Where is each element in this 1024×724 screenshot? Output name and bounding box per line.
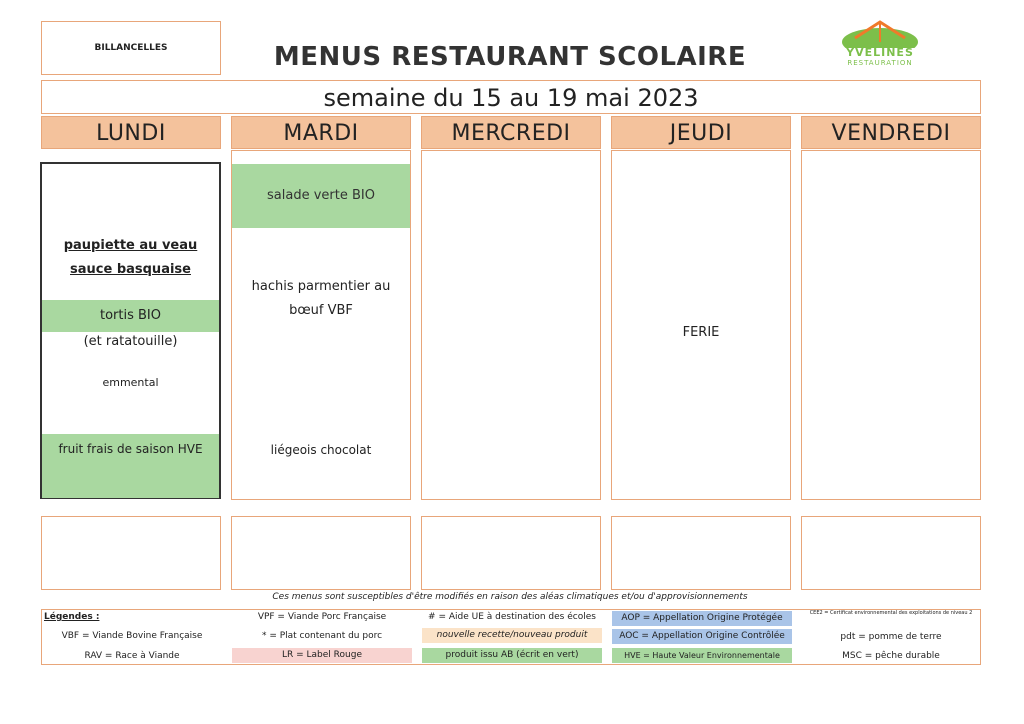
extra-cell-lundi [41,516,221,590]
legend-title: Légendes : [44,612,100,622]
lundi-side: tortis BIO [42,300,219,332]
legend-lr: LR = Label Rouge [232,648,412,663]
day-column-mercredi [421,150,601,500]
legend-aide: # = Aide UE à destination des écoles [428,612,596,622]
lundi-dessert: fruit frais de saison HVE [42,434,219,498]
logo-sub: RESTAURATION [847,59,913,67]
day-column-lundi [40,162,221,499]
day-header-mercredi: MERCREDI [421,116,601,149]
mardi-main: hachis parmentier au bœuf VBF [251,279,391,318]
mardi-starter: salade verte BIO [232,164,410,228]
legend-porc: * = Plat contenant du porc [261,631,383,641]
legend-box [41,609,981,665]
legend-vpf: VPF = Viande Porc Française [257,612,387,622]
lundi-cheese: emmental [102,376,159,389]
school-name: BILLANCELLES [41,21,221,75]
day-column-vendredi [801,150,981,500]
day-column-jeudi [611,150,791,500]
mardi-dessert: liégeois chocolat [270,443,372,457]
legend-hve: HVE = Haute Valeur Environnementale [612,648,792,663]
day-header-jeudi: JEUDI [611,116,791,149]
disclaimer-note: Ces menus sont susceptibles d'être modifiés en raison des aléas climatiques et/ou d'approvisionnements [272,592,748,602]
week-banner: semaine du 15 au 19 mai 2023 [41,80,981,114]
extra-cell-mardi [231,516,411,590]
legend-msc: MSC = pêche durable [842,651,940,661]
legend-rav: RAV = Race à Viande [84,651,180,661]
extra-cell-jeudi [611,516,791,590]
yvelines-logo [830,16,930,72]
day-column-mardi [231,150,411,500]
page-title: MENUS RESTAURANT SCOLAIRE [273,42,747,72]
lundi-side-extra: (et ratatouille) [83,334,178,349]
logo-name: YVELINES [846,46,914,59]
day-header-mardi: MARDI [231,116,411,149]
jeudi-ferie: FERIE [682,325,720,340]
legend-ab: produit issu AB (écrit en vert) [422,648,602,663]
legend-aop: AOP = Appellation Origine Protégée [612,611,792,626]
lundi-main: paupiette au veau sauce basquaise [63,238,198,277]
legend-aoc: AOC = Appellation Origine Contrôlée [612,629,792,644]
extra-cell-vendredi [801,516,981,590]
legend-nouvelle: nouvelle recette/nouveau produit [422,628,602,643]
logo-icon [830,16,930,48]
legend-cee: CEE2 = Certificat environnemental des exploitations de niveau 2 [809,610,973,616]
legend-vbf: VBF = Viande Bovine Française [61,631,203,641]
extra-cell-mercredi [421,516,601,590]
legend-pdt: pdt = pomme de terre [840,632,942,642]
day-header-vendredi: VENDREDI [801,116,981,149]
day-header-lundi: LUNDI [41,116,221,149]
